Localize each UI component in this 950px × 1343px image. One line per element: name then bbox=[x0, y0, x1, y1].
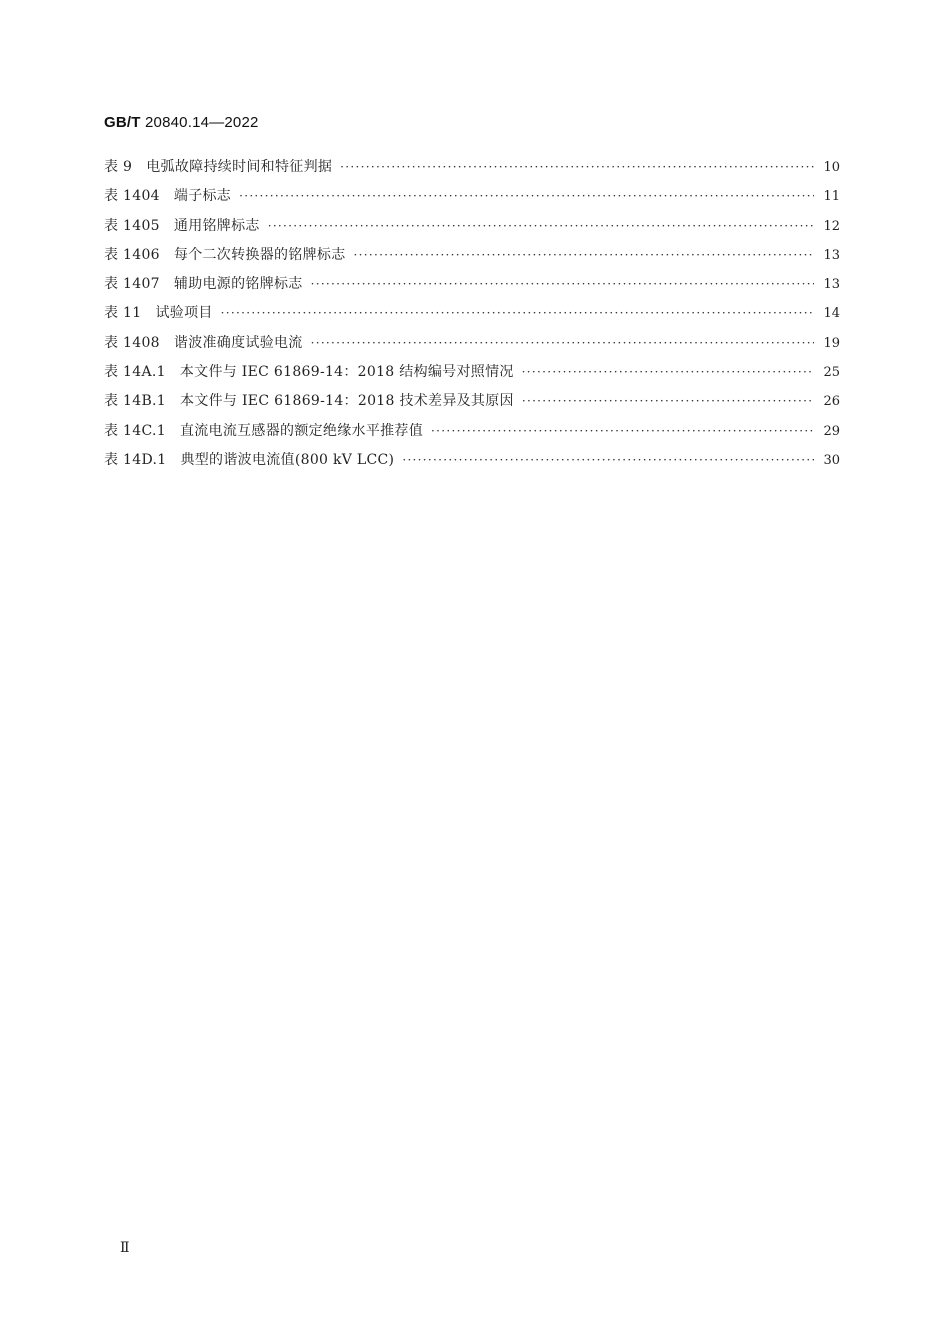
toc-entry[interactable] bbox=[104, 302, 840, 331]
page-number: 29 bbox=[823, 423, 840, 439]
page-number: 30 bbox=[823, 452, 840, 468]
standard-prefix: GB/T bbox=[104, 114, 141, 131]
dot-leader bbox=[402, 453, 814, 467]
dot-leader bbox=[431, 424, 814, 438]
table-number: 表 14C.1 bbox=[104, 422, 166, 439]
page-number: 10 bbox=[823, 160, 840, 175]
table-number: 表 1407 bbox=[104, 276, 160, 293]
page-number: 11 bbox=[823, 189, 840, 205]
table-title: 谐波准确度试验电流 bbox=[173, 334, 303, 351]
page-number: 26 bbox=[823, 394, 840, 410]
dot-leader bbox=[268, 219, 814, 233]
table-title: 直流电流互感器的额定绝缘水平推荐值 bbox=[179, 422, 424, 439]
dot-leader bbox=[340, 160, 814, 174]
dot-leader bbox=[522, 394, 814, 408]
table-title: 电弧故障持续时间和特征判据 bbox=[146, 159, 333, 175]
toc-entry[interactable] bbox=[104, 156, 840, 185]
document-header bbox=[104, 114, 259, 131]
standard-number: 20840.14—2022 bbox=[145, 114, 259, 131]
table-title: 典型的谐波电流值(800 kV LCC) bbox=[180, 451, 395, 468]
dot-leader bbox=[221, 306, 814, 320]
table-number: 表 14D.1 bbox=[104, 451, 167, 468]
dot-leader bbox=[311, 336, 814, 350]
table-number: 表 1404 bbox=[104, 188, 160, 205]
table-number: 表 14A.1 bbox=[104, 364, 166, 381]
table-number: 表 1406 bbox=[104, 246, 160, 263]
page-number: 13 bbox=[823, 247, 840, 263]
page-folio: Ⅱ bbox=[120, 1241, 130, 1256]
table-title: 试验项目 bbox=[155, 305, 213, 322]
table-title: 通用铭牌标志 bbox=[173, 217, 260, 234]
toc-entry[interactable] bbox=[104, 185, 840, 214]
table-number: 表 9 bbox=[104, 159, 133, 175]
table-number: 表 1405 bbox=[104, 217, 160, 234]
toc-entry[interactable] bbox=[104, 273, 840, 302]
table-number: 表 11 bbox=[104, 305, 142, 322]
table-number: 表 14B.1 bbox=[104, 393, 167, 410]
page-number: 14 bbox=[823, 306, 840, 322]
dot-leader bbox=[354, 248, 815, 262]
dot-leader bbox=[311, 277, 814, 291]
toc-entry[interactable] bbox=[104, 361, 840, 390]
page-number: 12 bbox=[823, 218, 840, 234]
table-title: 每个二次转换器的铭牌标志 bbox=[173, 246, 346, 263]
toc-entry[interactable] bbox=[104, 215, 840, 244]
toc-entry[interactable] bbox=[104, 332, 840, 361]
table-title: 本文件与 IEC 61869-14：2018 结构编号对照情况 bbox=[179, 364, 514, 381]
toc-entry[interactable] bbox=[104, 449, 840, 478]
dot-leader bbox=[239, 189, 814, 203]
page-number: 19 bbox=[823, 335, 840, 351]
page-number: 13 bbox=[823, 277, 840, 293]
toc-entry[interactable] bbox=[104, 420, 840, 449]
table-title: 本文件与 IEC 61869-14：2018 技术差异及其原因 bbox=[180, 393, 514, 410]
page-number: 25 bbox=[823, 365, 840, 381]
table-of-contents bbox=[104, 156, 840, 478]
table-number: 表 1408 bbox=[104, 334, 160, 351]
table-title: 辅助电源的铭牌标志 bbox=[173, 276, 303, 293]
toc-entry[interactable] bbox=[104, 244, 840, 273]
dot-leader bbox=[522, 365, 814, 379]
table-title: 端子标志 bbox=[173, 188, 232, 205]
toc-entry[interactable] bbox=[104, 390, 840, 419]
